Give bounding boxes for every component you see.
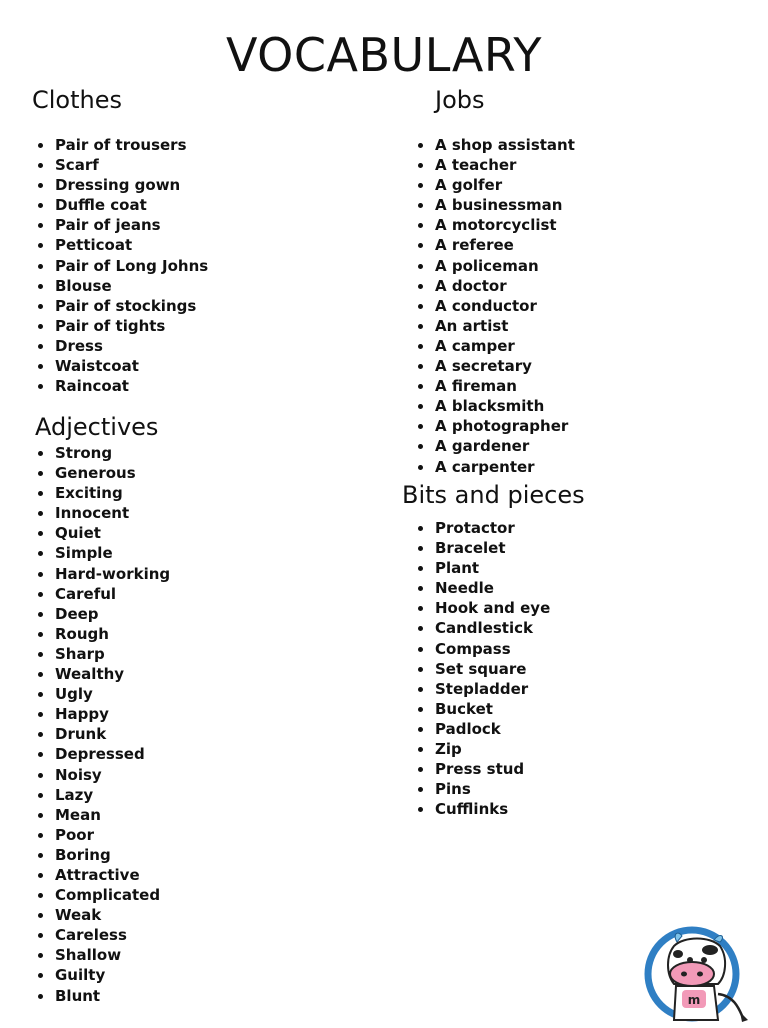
jobs-list-item: A referee <box>415 235 575 255</box>
adjectives-list-item: Depressed <box>35 744 170 764</box>
jobs-list-item: A secretary <box>415 356 575 376</box>
bits-list-item: Padlock <box>415 719 550 739</box>
bits-list-item: Zip <box>415 739 550 759</box>
bits-list-item: Bucket <box>415 699 550 719</box>
jobs-list-item: A policeman <box>415 256 575 276</box>
clothes-list-item: Pair of jeans <box>35 215 208 235</box>
adjectives-list-item: Quiet <box>35 523 170 543</box>
jobs-list-item: A blacksmith <box>415 396 575 416</box>
clothes-list-item: Dressing gown <box>35 175 208 195</box>
jobs-list-item: A fireman <box>415 376 575 396</box>
bits-list-item: Needle <box>415 578 550 598</box>
adjectives-list-item: Hard-working <box>35 564 170 584</box>
adjectives-list-item: Mean <box>35 805 170 825</box>
clothes-list-item: Pair of stockings <box>35 296 208 316</box>
clothes-list-item: Petticoat <box>35 235 208 255</box>
adjectives-list-item: Deep <box>35 604 170 624</box>
clothes-list-item: Waistcoat <box>35 356 208 376</box>
adjectives-list-item: Lazy <box>35 785 170 805</box>
adjectives-list-item: Poor <box>35 825 170 845</box>
bits-list-item: Stepladder <box>415 679 550 699</box>
page-title: VOCABULARY <box>226 28 542 82</box>
adjectives-list-item: Exciting <box>35 483 170 503</box>
adjectives-list-item: Complicated <box>35 885 170 905</box>
adjectives-list-item: Sharp <box>35 644 170 664</box>
clothes-list-item: Scarf <box>35 155 208 175</box>
adjectives-list-item: Guilty <box>35 965 170 985</box>
jobs-list-item: A photographer <box>415 416 575 436</box>
jobs-heading: Jobs <box>435 86 485 114</box>
clothes-list-item: Duffle coat <box>35 195 208 215</box>
adjectives-list-item: Drunk <box>35 724 170 744</box>
bits-list-item: Bracelet <box>415 538 550 558</box>
clothes-list <box>35 135 208 396</box>
adjectives-list-item: Shallow <box>35 945 170 965</box>
adjectives-list-item: Attractive <box>35 865 170 885</box>
bits-list-item: Press stud <box>415 759 550 779</box>
bits-and-pieces-heading: Bits and pieces <box>402 481 585 509</box>
jobs-list-item: A teacher <box>415 155 575 175</box>
bits-list-item: Set square <box>415 659 550 679</box>
jobs-list-item: A shop assistant <box>415 135 575 155</box>
adjectives-list-item: Wealthy <box>35 664 170 684</box>
logo-letter: m <box>687 993 701 1007</box>
jobs-list-item: A conductor <box>415 296 575 316</box>
cow-mascot-icon <box>644 924 750 1024</box>
jobs-list-item: A businessman <box>415 195 575 215</box>
clothes-list-item: Pair of tights <box>35 316 208 336</box>
bits-list-item: Compass <box>415 639 550 659</box>
clothes-list-item: Dress <box>35 336 208 356</box>
jobs-list-item: A gardener <box>415 436 575 456</box>
adjectives-list-item: Simple <box>35 543 170 563</box>
jobs-list-item: A doctor <box>415 276 575 296</box>
bits-list-item: Protactor <box>415 518 550 538</box>
bits-list-item: Hook and eye <box>415 598 550 618</box>
jobs-list-item: A motorcyclist <box>415 215 575 235</box>
adjectives-list <box>35 443 170 1006</box>
clothes-list-item: Pair of trousers <box>35 135 208 155</box>
clothes-heading: Clothes <box>32 86 122 114</box>
adjectives-list-item: Weak <box>35 905 170 925</box>
jobs-list-item: A golfer <box>415 175 575 195</box>
clothes-list-item: Raincoat <box>35 376 208 396</box>
adjectives-list-item: Rough <box>35 624 170 644</box>
adjectives-list-item: Careful <box>35 584 170 604</box>
adjectives-list-item: Innocent <box>35 503 170 523</box>
adjectives-list-item: Ugly <box>35 684 170 704</box>
adjectives-list-item: Generous <box>35 463 170 483</box>
adjectives-list-item: Careless <box>35 925 170 945</box>
jobs-list-item: An artist <box>415 316 575 336</box>
bits-and-pieces-list <box>415 518 550 819</box>
bits-list-item: Cufflinks <box>415 799 550 819</box>
jobs-list <box>415 135 575 477</box>
adjectives-list-item: Noisy <box>35 765 170 785</box>
clothes-list-item: Blouse <box>35 276 208 296</box>
adjectives-list-item: Blunt <box>35 986 170 1006</box>
adjectives-list-item: Strong <box>35 443 170 463</box>
bits-list-item: Pins <box>415 779 550 799</box>
jobs-list-item: A camper <box>415 336 575 356</box>
adjectives-list-item: Boring <box>35 845 170 865</box>
bits-list-item: Plant <box>415 558 550 578</box>
adjectives-heading: Adjectives <box>35 413 159 441</box>
adjectives-list-item: Happy <box>35 704 170 724</box>
clothes-list-item: Pair of Long Johns <box>35 256 208 276</box>
jobs-list-item: A carpenter <box>415 457 575 477</box>
bits-list-item: Candlestick <box>415 618 550 638</box>
